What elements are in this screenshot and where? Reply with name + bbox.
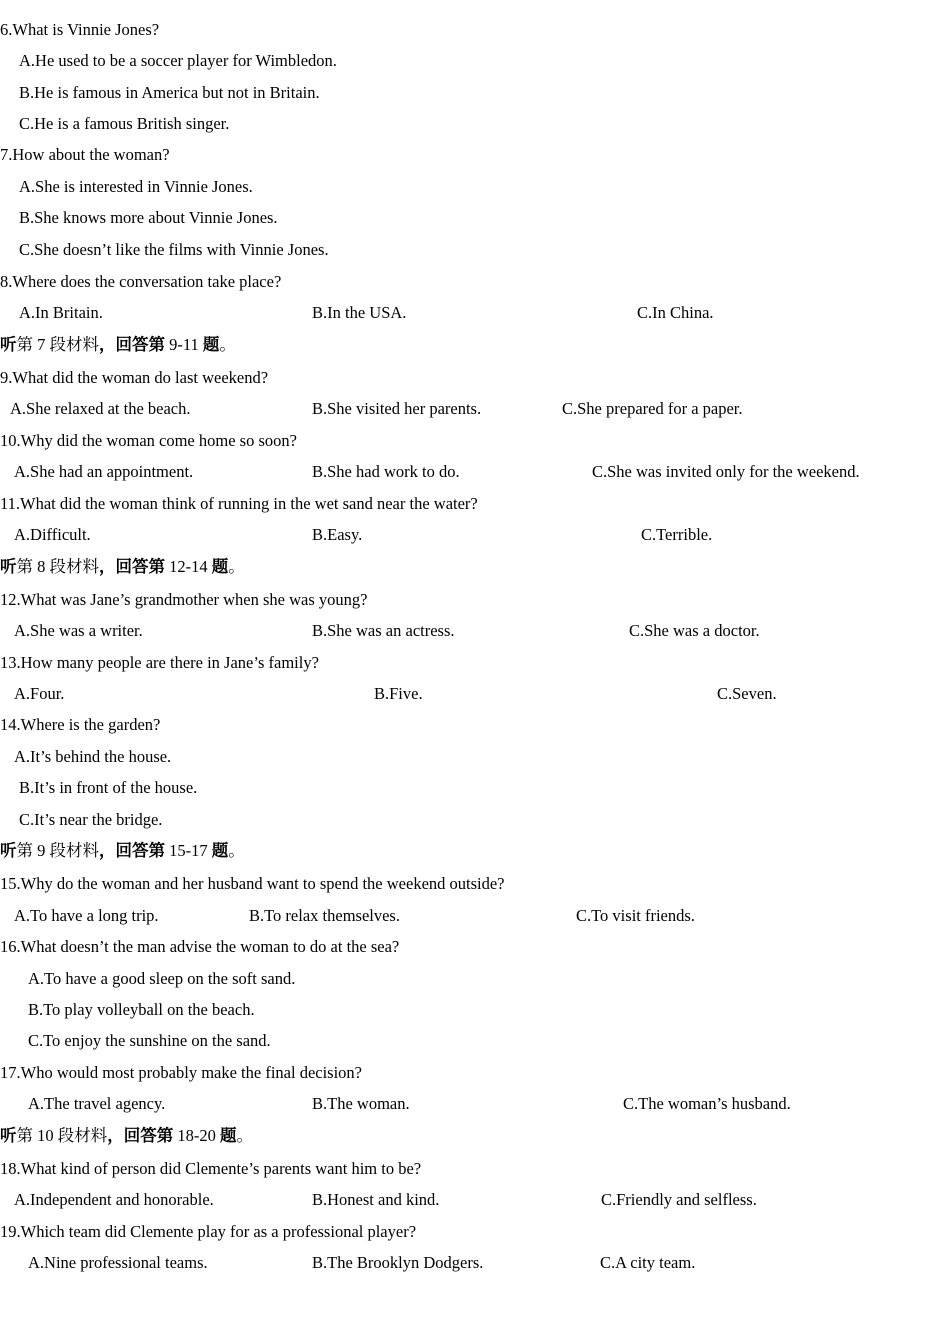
question-16-option-a: A.To have a good sleep on the soft sand. [28, 969, 296, 988]
section-8-part-2: 第 8 段材料 [16, 557, 99, 576]
section-8-part-1: 听 [0, 557, 17, 576]
question-13-stem: 13.How many people are there in Jane’s family? [0, 653, 319, 672]
question-15-option-b: B.To relax themselves. [249, 906, 400, 925]
section-8-part-6: 。 [228, 557, 245, 576]
question-7-option-a: A.She is interested in Vinnie Jones. [19, 177, 253, 196]
section-10-part-3: ，回答第 [107, 1126, 178, 1145]
question-6-stem: 6.What is Vinnie Jones? [0, 20, 160, 39]
question-11-option-a: A.Difficult. [14, 525, 91, 544]
section-10-part-6: 。 [236, 1126, 253, 1145]
question-13-option-b: B.Five. [374, 684, 423, 703]
question-9-option-a: A.She relaxed at the beach. [10, 399, 191, 418]
section-10-part-4: 18-20 [177, 1126, 220, 1145]
question-9-option-c: C.She prepared for a paper. [562, 399, 743, 418]
section-8-part-4: 12-14 [169, 557, 212, 576]
question-14-stem: 14.Where is the garden? [0, 715, 161, 734]
question-6-option-a: A.He used to be a soccer player for Wimbledon. [19, 51, 337, 70]
question-18-option-a: A.Independent and honorable. [14, 1190, 214, 1209]
question-9-option-b: B.She visited her parents. [312, 399, 482, 418]
section-10-part-5: 题 [220, 1126, 237, 1145]
section-8-part-5: 题 [211, 557, 229, 576]
section-7-part-3: ，回答第 [99, 335, 170, 354]
section-7-part-2: 第 7 段材料 [16, 335, 99, 354]
section-10-heading [0, 1126, 253, 1146]
question-13-option-a: A.Four. [14, 684, 65, 703]
question-8-stem: 8.Where does the conversation take place? [0, 272, 282, 291]
section-7-part-1: 听 [0, 335, 17, 354]
question-14-option-b: B.It’s in front of the house. [19, 778, 198, 797]
question-12-option-b: B.She was an actress. [312, 621, 455, 640]
question-15-option-a: A.To have a long trip. [14, 906, 159, 925]
question-16-option-b: B.To play volleyball on the beach. [28, 1000, 255, 1019]
question-18-option-b: B.Honest and kind. [312, 1190, 440, 1209]
section-10-part-1: 听 [0, 1126, 17, 1145]
section-9-part-4: 15-17 [169, 841, 212, 860]
question-19-option-a: A.Nine professional teams. [28, 1253, 208, 1272]
question-7-option-b: B.She knows more about Vinnie Jones. [19, 208, 278, 227]
question-12-option-c: C.She was a doctor. [629, 621, 760, 640]
question-12-option-a: A.She was a writer. [14, 621, 143, 640]
question-19-stem: 19.Which team did Clemente play for as a professional player? [0, 1222, 417, 1241]
question-17-option-b: B.The woman. [312, 1094, 410, 1113]
question-13-option-c: C.Seven. [717, 684, 777, 703]
question-17-option-c: C.The woman’s husband. [623, 1094, 791, 1113]
question-10-option-c: C.She was invited only for the weekend. [592, 462, 860, 481]
question-19-option-c: C.A city team. [600, 1253, 696, 1272]
section-8-part-3: ，回答第 [99, 557, 170, 576]
section-9-part-2: 第 9 段材料 [16, 841, 99, 860]
section-7-heading [0, 335, 236, 355]
question-9-stem: 9.What did the woman do last weekend? [0, 368, 269, 387]
question-7-stem: 7.How about the woman? [0, 145, 170, 164]
question-8-option-b: B.In the USA. [312, 303, 407, 322]
question-11-stem: 11.What did the woman think of running in the wet sand near the water? [0, 494, 478, 513]
question-18-option-c: C.Friendly and selfless. [601, 1190, 757, 1209]
question-11-option-b: B.Easy. [312, 525, 363, 544]
question-15-stem: 15.Why do the woman and her husband want to spend the weekend outside? [0, 874, 505, 893]
question-7-option-c: C.She doesn’t like the films with Vinnie Jones. [19, 240, 329, 259]
section-9-part-6: 。 [228, 841, 245, 860]
section-10-part-2: 第 10 段材料 [16, 1126, 108, 1145]
question-16-stem: 16.What doesn’t the man advise the woman to do at the sea? [0, 937, 400, 956]
question-10-option-b: B.She had work to do. [312, 462, 460, 481]
question-14-option-a: A.It’s behind the house. [14, 747, 172, 766]
question-19-option-b: B.The Brooklyn Dodgers. [312, 1253, 484, 1272]
question-10-option-a: A.She had an appointment. [14, 462, 194, 481]
section-9-part-5: 题 [211, 841, 229, 860]
question-17-option-a: A.The travel agency. [28, 1094, 166, 1113]
question-8-option-c: C.In China. [637, 303, 714, 322]
section-9-heading [0, 841, 245, 861]
question-11-option-c: C.Terrible. [641, 525, 713, 544]
section-8-heading [0, 557, 245, 577]
section-7-part-5: 题 [202, 335, 220, 354]
section-7-part-6: 。 [219, 335, 236, 354]
section-7-part-4: 9-11 [169, 335, 203, 354]
question-6-option-b: B.He is famous in America but not in Britain. [19, 83, 320, 102]
question-10-stem: 10.Why did the woman come home so soon? [0, 431, 297, 450]
question-6-option-c: C.He is a famous British singer. [19, 114, 230, 133]
section-9-part-3: ，回答第 [99, 841, 170, 860]
section-9-part-1: 听 [0, 841, 17, 860]
question-15-option-c: C.To visit friends. [576, 906, 695, 925]
question-17-stem: 17.Who would most probably make the final decision? [0, 1063, 363, 1082]
question-14-option-c: C.It’s near the bridge. [19, 810, 163, 829]
question-8-option-a: A.In Britain. [19, 303, 103, 322]
question-16-option-c: C.To enjoy the sunshine on the sand. [28, 1031, 271, 1050]
question-18-stem: 18.What kind of person did Clemente’s parents want him to be? [0, 1159, 422, 1178]
question-12-stem: 12.What was Jane’s grandmother when she was young? [0, 590, 368, 609]
